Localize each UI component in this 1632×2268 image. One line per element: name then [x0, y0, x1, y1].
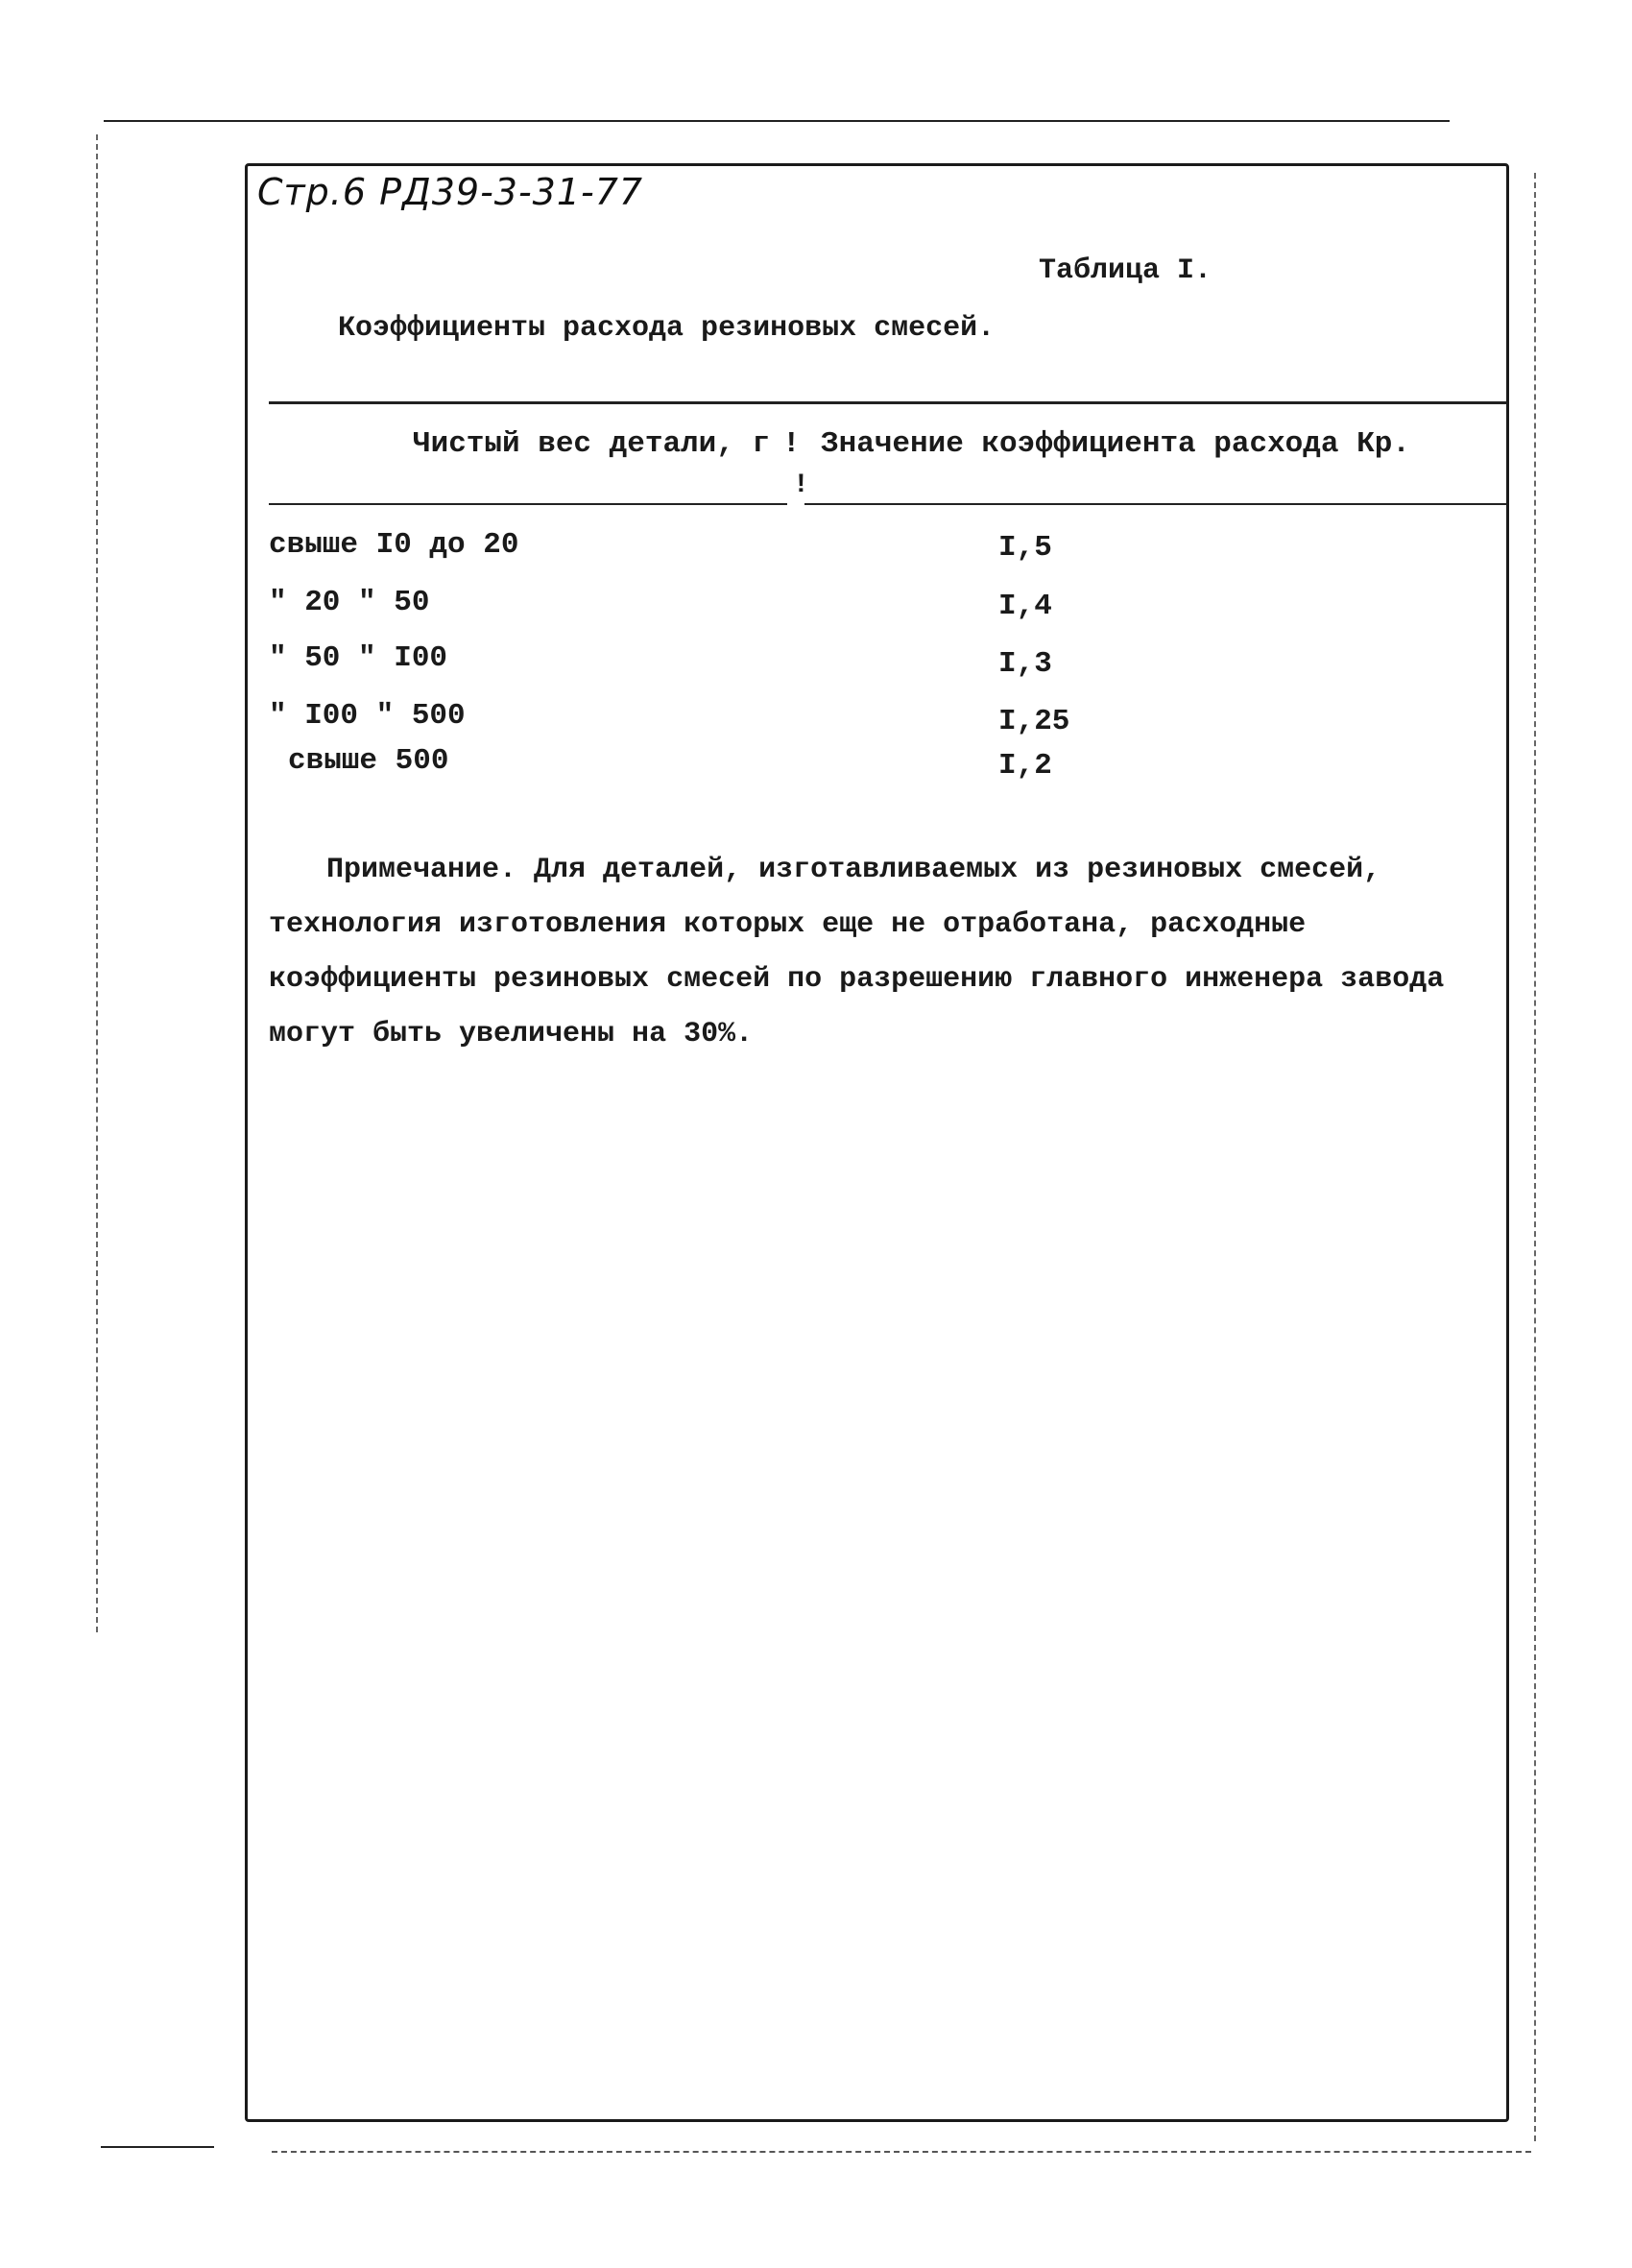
right-margin-line — [1534, 173, 1536, 2141]
table-caption: Коэффициенты расхода резиновых смесей. — [338, 312, 996, 345]
left-margin-line — [96, 134, 98, 1632]
row-weight: " I00 " 500 — [269, 699, 466, 733]
header-coefficient: Значение коэффициента расхода Кр. — [821, 427, 1410, 461]
page-header-code: Стр.6 РД39-3-31-77 — [257, 171, 644, 213]
table-number: Таблица I. — [1039, 254, 1212, 287]
note-paragraph: Примечание. Для деталей, изготавливаемых из резиновых смесей, технология изготовления которых еще не отработана, расходные коэффициенты резиновых смесей по разрешению главного инженера завода могут быть увеличены на 30%. — [269, 854, 1445, 1050]
header-weight: Чистый вес детали, г — [413, 427, 771, 461]
row-weight: " 50 " I00 — [269, 641, 448, 675]
header-separator: ! — [782, 427, 801, 461]
row-coef: I,25 — [998, 705, 1070, 738]
row-weight: свыше 500 — [288, 744, 449, 778]
row-coef: I,2 — [998, 749, 1052, 783]
row-coef: I,5 — [998, 531, 1052, 565]
row-coef: I,3 — [998, 647, 1052, 681]
row-weight: свыше I0 до 20 — [269, 528, 519, 562]
header-separator-lower: ! — [793, 470, 809, 500]
bottom-left-dash — [101, 2146, 214, 2148]
header-rule-left — [269, 503, 787, 505]
bottom-rule — [272, 2151, 1531, 2153]
row-coef: I,4 — [998, 590, 1052, 623]
header-rule-right — [804, 503, 1507, 505]
top-rule — [104, 120, 1450, 122]
row-weight: " 20 " 50 — [269, 586, 430, 619]
table-top-rule — [269, 401, 1507, 404]
